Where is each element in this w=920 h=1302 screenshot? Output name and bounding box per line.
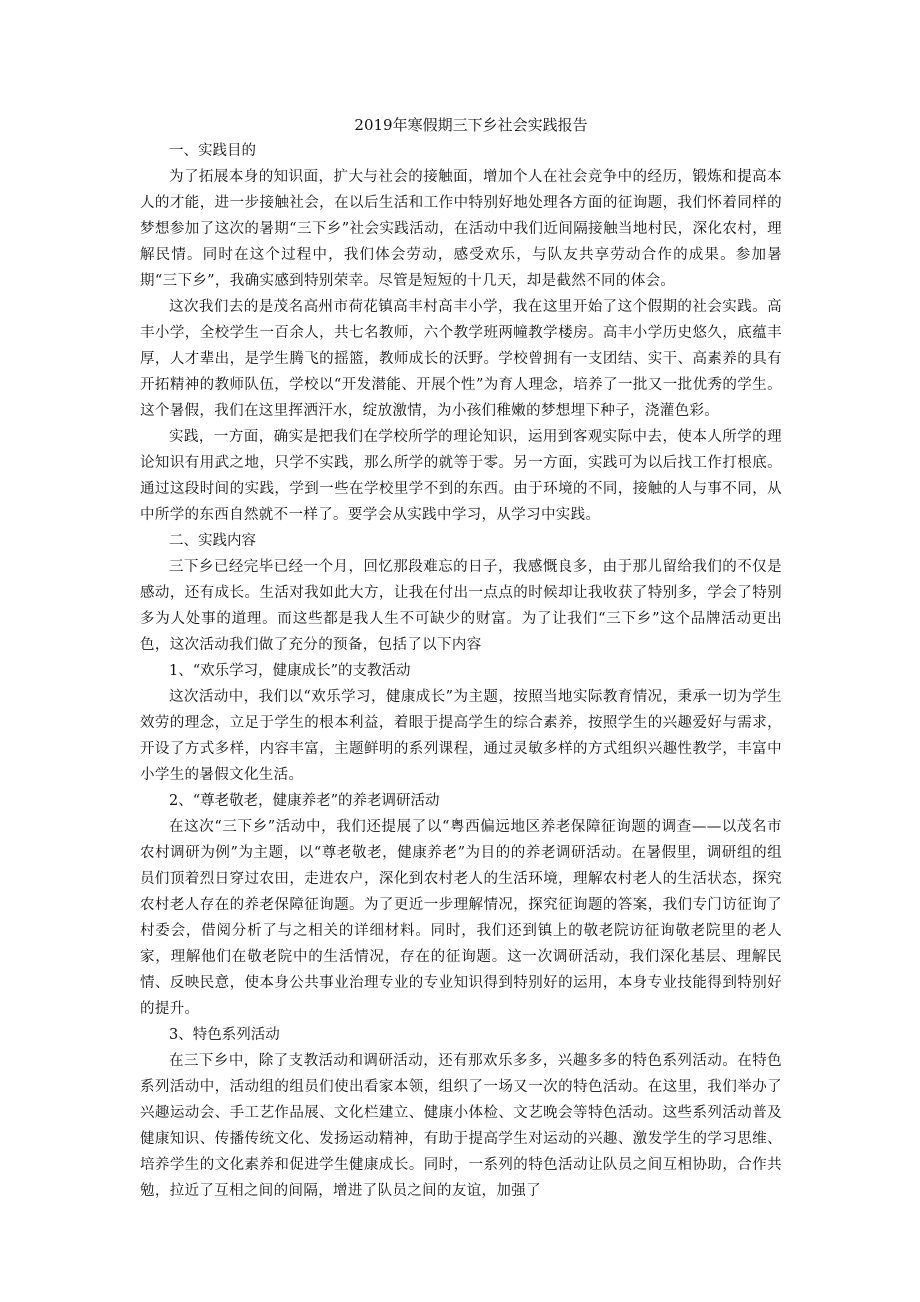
paragraph: 这次活动中，我们以“欢乐学习，健康成长”为主题，按照当地实际教育情况，秉承一切为学生效劳的理念，立足于学生的根本利益，着眼于提高学生的综合素养，按照学生的兴趣爱好与需求，开设了方式多样，内容丰富，主题鲜明的系列课程，通过灵敏多样的方式组织兴趣性教学，丰富中小学生的暑假文化生活。	[140, 689, 782, 783]
paragraph: 在这次“三下乡”活动中，我们还提展了以“粤西偏远地区养老保障征询题的调查——以茂名市农村调研为例”为主题，以“尊老敬老，健康养老”为目的的养老调研活动。在暑假里，调研组的组员们顶着烈日穿过农田，走进农户，深化到农村老人的生活环境，理解农村老人的生活状态，探究农村老人存在的养老保障征询题。为了更近一步理解情况，探究征询题的答案，我们专门访征询了村委会，借阅分析了与之相关的详细材料。同时，我们还到镇上的敬老院访征询敬老院里的老人家，理解他们在敬老院中的生活情况，存在的征询题。这一次调研活动，我们深化基层、理解民情、反映民意，使本身公共事业治理专业的专业知识得到特别好的运用，本身专业技能得到特别好的提升。	[140, 819, 782, 1017]
paragraph: 为了拓展本身的知识面，扩大与社会的接触面，增加个人在社会竞争中的经历，锻炼和提高本人的才能，进一步接触社会，在以后生活和工作中特别好地处理各方面的征询题，我们怀着同样的梦想参加了这次的暑期“三下乡”社会实践活动，在活动中我们近间隔接触当地村民，深化农村，理解民情。同时在这个过程中，我们体会劳动，感受欢乐，与队友共享劳动合作的成果。参加暑期“三下乡”，我确实感到特别荣幸。尽管是短短的十几天，却是截然不同的体会。	[140, 169, 782, 289]
subsection-heading-special: 3、特色系列活动	[169, 1027, 280, 1043]
paragraph: 在三下乡中，除了支教活动和调研活动，还有那欢乐多多，兴趣多多的特色系列活动。在特色系列活动中，活动组的组员们使出看家本领，组织了一场又一次的特色活动。在这里，我们举办了兴趣运动会、手工艺作品展、文化栏建立、健康小体检、文艺晚会等特色活动。这些系列活动普及健康知识、传播传统文化、发扬运动精神，有助于提高学生对运动的兴趣、激发学生的学习思维、培养学生的文化素养和促进学生健康成长。同时，一系列的特色活动让队员之间互相协助，合作共勉，拉近了互相之间的间隔，增进了队员之间的友谊，加强了	[140, 1053, 782, 1199]
document-page	[140, 112, 782, 1204]
subsection-heading-teaching: 1、“欢乐学习，健康成长”的支教活动	[169, 663, 411, 679]
section-heading-content: 二、实践内容	[169, 533, 256, 549]
section-heading-purpose: 一、实践目的	[169, 143, 256, 159]
paragraph: 实践，一方面，确实是把我们在学校所学的理论知识，运用到客观实际中去，使本人所学的理论知识有用武之地，只学不实践，那么所学的就等于零。另一方面，实践可为以后找工作打根底。通过这段时间的实践，学到一些在学校里学不到的东西。由于环境的不同，接触的人与事不同，从中所学的东西自然就不一样了。要学会从实践中学习，从学习中实践。	[140, 429, 782, 523]
paragraph: 这次我们去的是茂名高州市荷花镇高丰村高丰小学，我在这里开始了这个假期的社会实践。高丰小学，全校学生一百余人，共七名教师，六个教学班两幢教学楼房。高丰小学历史悠久，底蕴丰厚，人才辈出，是学生腾飞的摇篮，教师成长的沃野。学校曾拥有一支团结、实干、高素养的具有开拓精神的教师队伍，学校以“开发潜能、开展个性”为育人理念，培养了一批又一批优秀的学生。这个暑假，我们在这里挥洒汗水，绽放激情，为小孩们稚嫩的梦想埋下种子，浇灌色彩。	[140, 299, 782, 419]
document-title: 2019年寒假期三下乡社会实践报告	[354, 116, 588, 134]
subsection-heading-elderly: 2、“尊老敬老，健康养老”的养老调研活动	[169, 793, 440, 809]
paragraph: 三下乡已经完毕已经一个月，回忆那段难忘的日子，我感慨良多，由于那儿留给我们的不仅是感动，还有成长。生活对我如此大方，让我在付出一点点的时候却让我收获了特别多，学会了特别多为人处事的道理。而这些都是我人生不可缺少的财富。为了让我们“三下乡”这个品牌活动更出色，这次活动我们做了充分的预备，包括了以下内容	[140, 559, 782, 653]
